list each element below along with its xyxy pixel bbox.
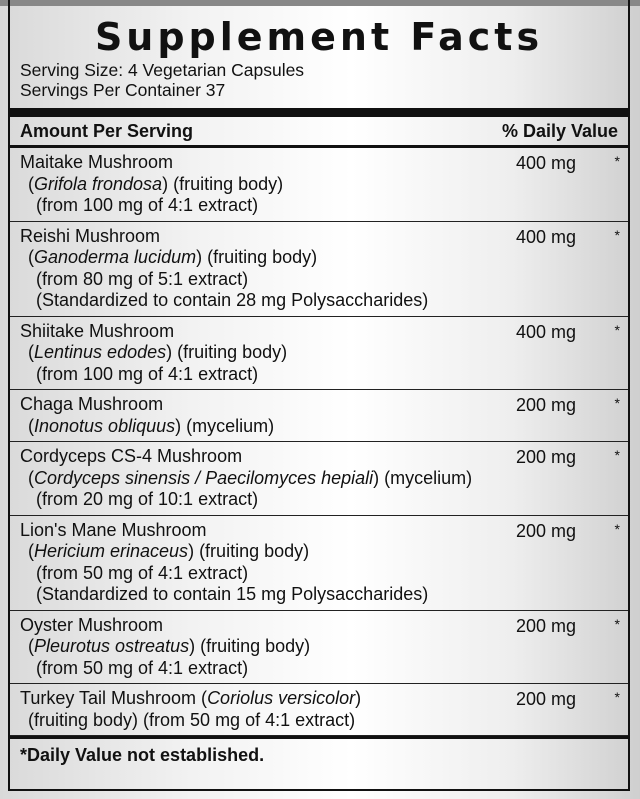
ingredient-amount: 400 mg xyxy=(515,321,576,342)
daily-value-mark: * xyxy=(614,153,620,169)
ingredient-detail: (from 50 mg of 4:1 extract) xyxy=(36,657,249,678)
daily-value-mark: * xyxy=(614,321,620,338)
ingredient-list xyxy=(10,148,628,684)
ingredient-detail: (from 100 mg of 4:1 extract) xyxy=(36,195,259,215)
ingredient-name: Maitake Mushroom xyxy=(20,152,174,172)
ingredient-name: Oyster Mushroom xyxy=(20,614,164,635)
footnote: *Daily Value not established. xyxy=(10,736,628,772)
ingredient-source: (Grifola frondosa) (fruiting body) xyxy=(28,173,284,194)
ingredient-source: (Hericium erinaceus) (fruiting body) xyxy=(28,541,310,561)
heavy-divider xyxy=(10,108,628,117)
ingredient-row xyxy=(10,390,628,442)
ingredient-amount: 400 mg xyxy=(515,153,576,173)
ingredient-amount: 200 mg xyxy=(515,447,576,467)
ingredient-name: Reishi Mushroom xyxy=(20,225,161,246)
ingredient-row xyxy=(10,516,628,611)
ingredient-detail: (fruiting body) (from 50 mg of 4:1 extract) xyxy=(28,709,356,730)
ingredient-amount: 200 mg xyxy=(515,689,576,709)
serving-info xyxy=(10,60,628,100)
ingredient-source: (Ganoderma lucidum) (fruiting body) xyxy=(28,247,318,267)
ingredient-row xyxy=(10,442,628,516)
daily-value-mark: * xyxy=(614,615,620,632)
supplement-facts-panel xyxy=(8,0,630,791)
ingredient-source: (Lentinus edodes) (fruiting body) xyxy=(28,342,288,362)
ingredient-name: Cordyceps CS-4 Mushroom xyxy=(20,446,243,466)
ingredient-row xyxy=(10,611,628,685)
ingredient-amount: 200 mg xyxy=(515,615,576,636)
daily-value-mark: * xyxy=(614,226,620,243)
daily-value-mark: * xyxy=(614,689,620,705)
ingredient-source: (Pleurotus ostreatus) (fruiting body) xyxy=(28,636,311,656)
ingredient-name: Turkey Tail Mushroom (Coriolus versicolor) xyxy=(20,688,362,708)
column-header xyxy=(10,117,628,148)
ingredient-amount: 200 mg xyxy=(515,395,576,415)
ingredient-name: Chaga Mushroom xyxy=(20,394,164,414)
amount-per-serving-header: Amount Per Serving xyxy=(20,120,194,141)
ingredient-row xyxy=(10,148,628,222)
ingredient-row xyxy=(10,222,628,317)
ingredient-detail: (from 20 mg of 10:1 extract) xyxy=(36,489,259,509)
ingredient-detail: (from 50 mg of 4:1 extract) xyxy=(36,562,249,583)
ingredient-name: Shiitake Mushroom xyxy=(20,320,175,341)
ingredient-detail: (from 80 mg of 5:1 extract) xyxy=(36,268,249,289)
daily-value-mark: * xyxy=(614,520,620,537)
ingredient-amount: 400 mg xyxy=(515,226,576,247)
ingredient-row-turkey-tail xyxy=(10,684,628,736)
daily-value-mark: * xyxy=(614,395,620,411)
ingredient-source: (Inonotus obliquus) (mycelium) xyxy=(28,415,275,436)
ingredient-detail: (Standardized to contain 15 mg Polysaccharides) xyxy=(36,584,429,604)
daily-value-mark: * xyxy=(614,447,620,463)
ingredient-detail: (from 100 mg of 4:1 extract) xyxy=(36,363,259,384)
ingredient-name: Lion's Mane Mushroom xyxy=(20,519,207,540)
daily-value-header: % Daily Value xyxy=(501,120,618,141)
panel-title: Supplement Facts xyxy=(94,15,544,59)
ingredient-detail: (Standardized to contain 28 mg Polysaccharides) xyxy=(36,290,429,310)
servings-per-container: Servings Per Container 37 xyxy=(20,80,226,100)
ingredient-amount: 200 mg xyxy=(515,520,576,541)
serving-size: Serving Size: 4 Vegetarian Capsules xyxy=(20,60,305,80)
ingredient-row xyxy=(10,317,628,391)
ingredient-source: (Cordyceps sinensis / Paecilomyces hepiali) (mycelium) xyxy=(28,467,473,488)
